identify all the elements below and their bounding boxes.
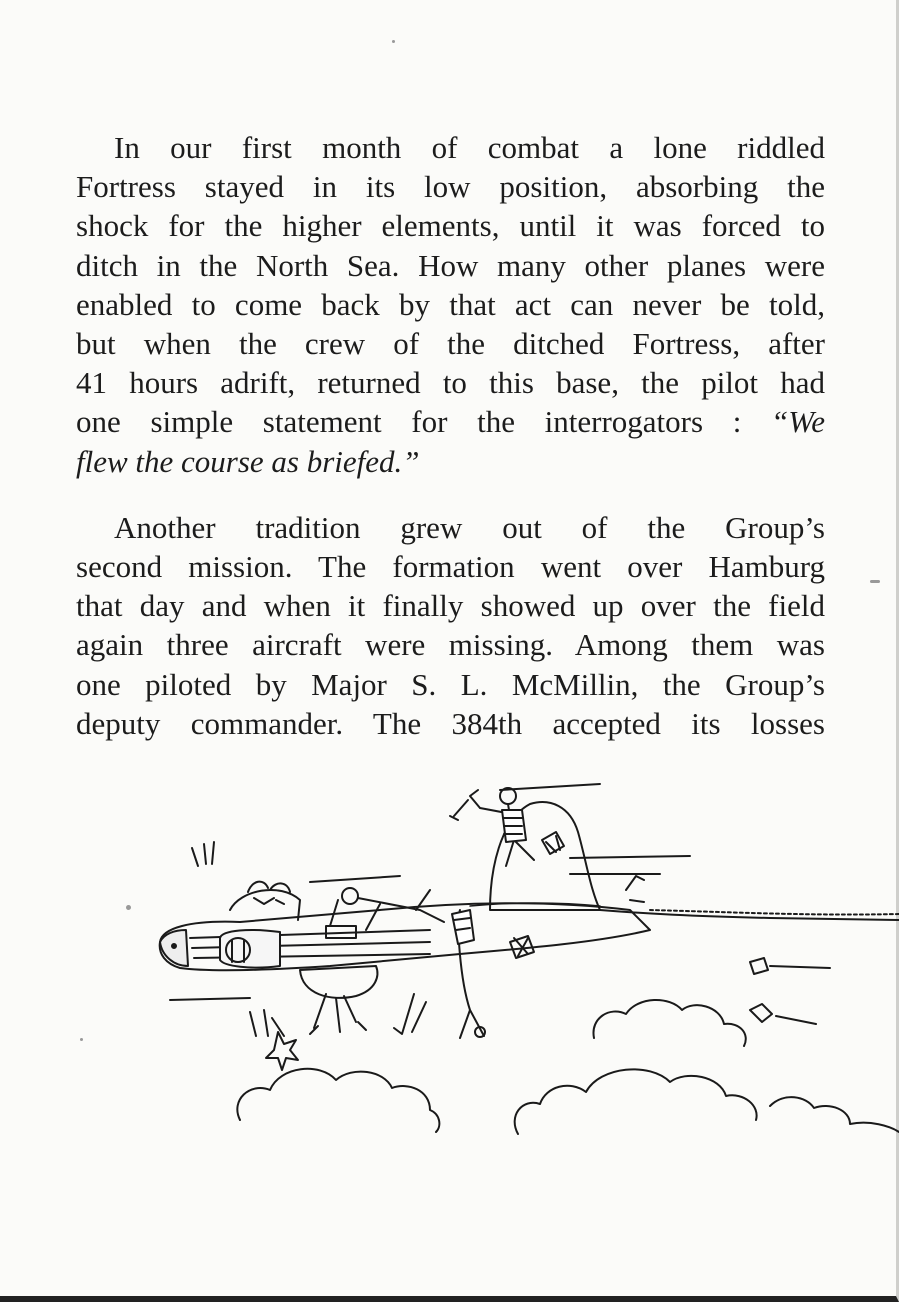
text-line (76, 442, 825, 481)
text-line: one piloted by Major S. L. McMillin, the Group’s (76, 666, 825, 702)
text-segment: one simple statement for the interrogators : (76, 404, 742, 440)
text-line: Fortress stayed in its low position, absorbing the (76, 169, 825, 205)
text-line: enabled to come back by that act can never be told, (76, 286, 825, 322)
body-text (76, 128, 825, 743)
quote-end: flew the course as briefed.” (76, 443, 420, 479)
text-line (76, 402, 825, 441)
text-line: In our first month of combat a lone riddled (114, 130, 825, 165)
text-line: 41 hours adrift, returned to this base, the pilot had (76, 365, 825, 401)
text-line: ditch in the North Sea. How many other planes were (76, 247, 825, 283)
text-line: but when the crew of the ditched Fortress, after (76, 326, 825, 362)
text-line: that day and when it finally showed up over the field (76, 588, 825, 624)
paragraph-1 (76, 128, 825, 481)
text-line: Another tradition grew out of the Group’s (114, 509, 825, 545)
paragraph-2 (76, 508, 825, 743)
text-line: shock for the higher elements, until it was forced to (76, 208, 825, 244)
text-line: second mission. The formation went over Hamburg (76, 549, 825, 585)
bomber-cartoon-illustration (130, 770, 899, 1150)
text-line: deputy commander. The 384th accepted its losses (76, 705, 825, 741)
text-line: again three aircraft were missing. Among them was (76, 627, 825, 663)
quote-start: “We (771, 404, 825, 440)
